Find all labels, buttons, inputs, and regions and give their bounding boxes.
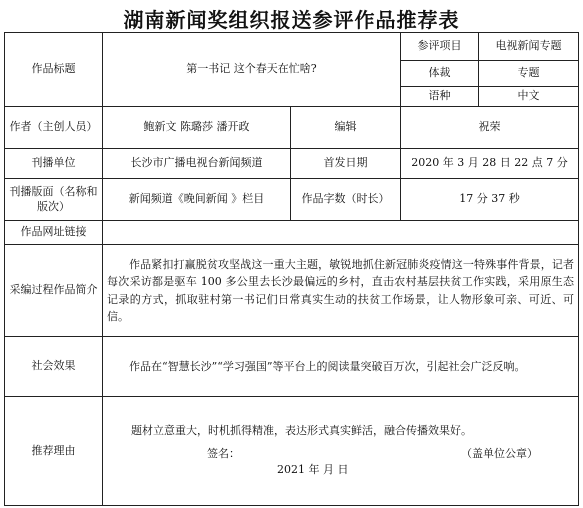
category-label: 参评项目 xyxy=(401,33,479,61)
first-date-label: 首发日期 xyxy=(291,149,401,179)
editor-label: 编辑 xyxy=(291,107,401,149)
publisher-value: 长沙市广播电视台新闻频道 xyxy=(103,149,291,179)
author-label: 作者（主创人员） xyxy=(5,107,103,149)
url-value xyxy=(103,221,579,245)
form-title: 湖南新闻奖组织报送参评作品推荐表 xyxy=(123,8,460,32)
signature-date: 2021 年 月 日 xyxy=(277,463,349,477)
section-value: 新闻频道《晚间新闻 》栏目 xyxy=(103,179,291,221)
summary-cell xyxy=(103,245,579,337)
recommendation-form-table xyxy=(4,32,579,506)
language-value: 中文 xyxy=(479,87,579,107)
genre-value: 专题 xyxy=(479,61,579,87)
summary-text: 作品紧扣打赢脱贫攻坚战这一重大主题，敏锐地抓住新冠肺炎疫情这一特殊事件背景，记者每次采访都是驱车 100 多公里去长沙最偏远的乡村，直击农村基层扶贫工作实践，采用原生态记录的方式，抓取驻村第一书记们日常真实生动的扶贫工作场景，让人物形象可亲、可近、可信。 xyxy=(107,258,574,323)
length-value: 17 分 37 秒 xyxy=(401,179,579,221)
url-label: 作品网址链接 xyxy=(5,221,103,245)
first-date-value: 2020 年 3 月 28 日 22 点 7 分 xyxy=(401,149,579,179)
genre-label: 体裁 xyxy=(401,61,479,87)
reason-label: 推荐理由 xyxy=(5,397,103,506)
work-title-value: 第一书记 这个春天在忙啥? xyxy=(103,33,401,107)
reason-cell xyxy=(103,397,579,506)
language-label: 语种 xyxy=(401,87,479,107)
category-value: 电视新闻专题 xyxy=(479,33,579,61)
effect-label: 社会效果 xyxy=(5,337,103,397)
work-title-label: 作品标题 xyxy=(5,33,103,107)
stamp-label: （盖单位公章） xyxy=(461,446,538,460)
effect-text: 作品在“智慧长沙”“学习强国”等平台上的阅读量突破百万次，引起社会广泛反响。 xyxy=(129,359,526,373)
section-label: 刊播版面（名称和版次） xyxy=(5,179,103,221)
reason-text: 题材立意重大，时机抓得精准，表达形式真实鲜活，融合传播效果好。 xyxy=(131,423,472,437)
editor-value: 祝荣 xyxy=(401,107,579,149)
signature-label: 签名： xyxy=(207,446,240,460)
signature-row xyxy=(107,447,574,462)
effect-cell xyxy=(103,337,579,397)
summary-label: 采编过程作品简介 xyxy=(5,245,103,337)
length-label: 作品字数（时长） xyxy=(291,179,401,221)
author-value: 鲍新文 陈璐莎 潘开政 xyxy=(103,107,291,149)
publisher-label: 刊播单位 xyxy=(5,149,103,179)
